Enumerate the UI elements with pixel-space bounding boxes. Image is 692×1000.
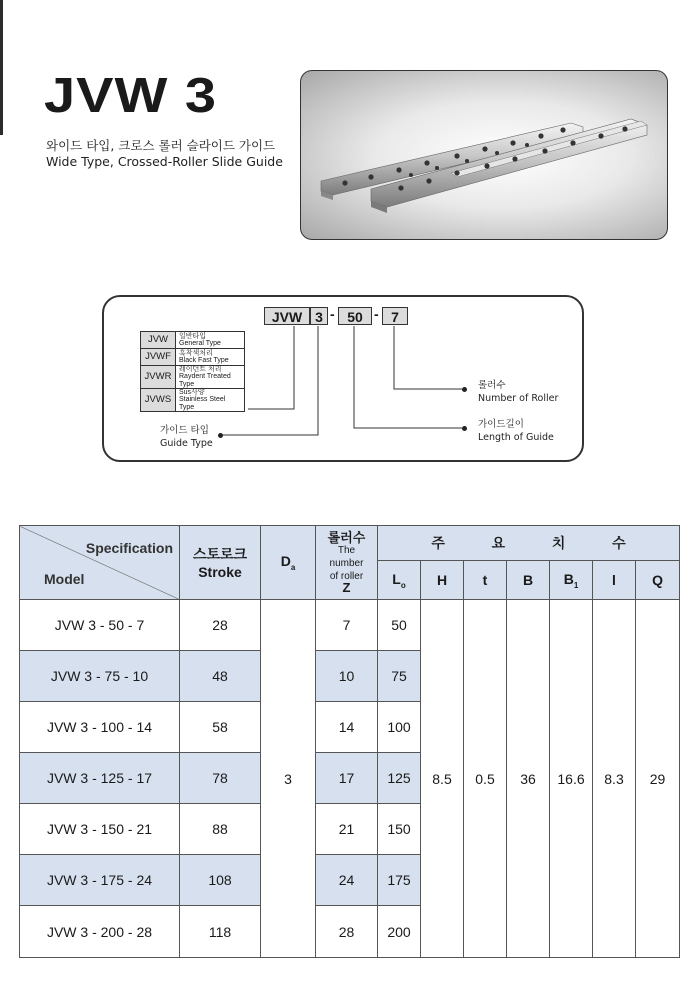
lo-cell: 150 [378,804,421,855]
type-desc-en: General Type [179,340,221,347]
stroke-cell: 88 [180,804,261,855]
model-cell: JVW 3 - 100 - 14 [20,702,180,753]
b-cell: 36 [507,600,550,958]
b1-cell: 16.6 [550,600,593,958]
model-cell: JVW 3 - 200 - 28 [20,906,180,958]
z-letter: Z [342,580,351,595]
z-cell: 28 [316,906,378,958]
z-cell: 7 [316,600,378,651]
l-cell: 8.3 [593,600,636,958]
roller-en2: number [329,558,364,569]
lo-cell: 100 [378,702,421,753]
t-header: t [464,561,507,600]
type-code: JVWF [141,349,176,366]
type-desc-kr: Sus사양 [179,389,205,397]
z-cell: 10 [316,651,378,702]
stroke-cell: 108 [180,855,261,906]
guide-type-label [160,424,213,450]
stroke-cell: 28 [180,600,261,651]
roller-kr: 롤러수 [478,380,506,391]
guide-type-kr: 가이드 타입 [160,425,209,436]
spec-model-header [20,526,180,600]
type-code: JVWS [141,389,176,412]
leader-dot [462,387,467,392]
subtitle-english: Wide Type, Crossed-Roller Slide Guide [46,154,283,169]
length-kr: 가이드길이 [478,419,524,430]
lo-header [378,561,421,600]
stroke-cell: 58 [180,702,261,753]
da-letter: D [280,553,291,570]
spec-header-text: Specification [85,540,173,556]
guide-type-en: Guide Type [160,438,213,449]
leader-length [354,326,462,428]
z-cell: 17 [316,753,378,804]
code-dash: - [374,306,379,322]
stroke-header [180,526,261,600]
code-roller-box: 7 [382,307,408,325]
h-cell: 8.5 [421,600,464,958]
lo-cell: 175 [378,855,421,906]
model-cell: JVW 3 - 125 - 17 [20,753,180,804]
z-cell: 21 [316,804,378,855]
model-cell: JVW 3 - 50 - 7 [20,600,180,651]
b1-header [550,561,593,600]
q-cell: 29 [636,600,680,958]
model-cell: JVW 3 - 75 - 10 [20,651,180,702]
leader-dot [218,433,223,438]
roller-kr-header: 롤러수 [327,530,366,545]
type-code: JVWR [141,366,176,389]
stroke-cell: 118 [180,906,261,958]
length-en: Length of Guide [478,432,554,443]
lo-cell: 75 [378,651,421,702]
leader-type-table [248,326,294,409]
roller-en3: of roller [329,571,364,582]
leader-dot [462,426,467,431]
t-cell: 0.5 [464,600,507,958]
b1-sub: 1 [573,580,579,590]
z-cell: 14 [316,702,378,753]
page-title: JVW 3 [44,66,218,123]
model-cell: JVW 3 - 150 - 21 [20,804,180,855]
subtitle-korean: 와이드 타입, 크로스 롤러 슬라이드 가이드 [46,138,276,153]
type-desc-kr: 레이던트 처리 [179,366,222,373]
code-dash: - [330,306,335,322]
lo-cell: 50 [378,600,421,651]
h-header: H [421,561,464,600]
header-row [20,526,680,561]
b-header: B [507,561,550,600]
main-dim-char: 주 [431,535,445,551]
stroke-en: Stroke [198,563,242,580]
lo-sub: o [400,580,406,590]
l-header: l [593,561,636,600]
type-desc-kr: 흑착색처리 [179,349,213,357]
da-header [261,526,316,600]
leader-guide-type [222,326,318,435]
spec-table [19,525,680,958]
type-desc-kr: 일반타입 [179,332,207,340]
lo-letter: L [392,570,401,587]
da-cell: 3 [261,600,316,958]
model-header-text: Model [44,571,85,587]
lo-cell: 200 [378,906,421,958]
main-dim-char: 치 [551,535,566,551]
type-desc-en: Black Fast Type [179,357,229,364]
type-desc-en: Stainless Steel Type [179,396,226,411]
leader-roller [394,326,462,389]
stroke-cell: 78 [180,753,261,804]
roller-en1: The [337,545,356,556]
length-label [478,418,554,444]
main-dim-char: 요 [491,535,506,551]
type-desc-en: Raydent Treated Type [179,373,231,388]
lo-cell: 125 [378,753,421,804]
code-length-box: 50 [338,307,372,325]
code-size-box: 3 [310,307,328,325]
roller-label [478,379,558,405]
da-sub: a [290,562,296,572]
roller-count-header [316,526,378,600]
stroke-kr: 스토로크 [192,545,248,562]
code-type-box: JVW [264,307,310,325]
main-dimensions-header [378,526,680,561]
b1-letter: B [563,570,574,587]
z-cell: 24 [316,855,378,906]
table-row [20,600,680,651]
model-cell: JVW 3 - 175 - 24 [20,855,180,906]
roller-en: Number of Roller [478,393,559,404]
q-header: Q [636,561,680,600]
type-code: JVW [141,332,176,349]
stroke-cell: 48 [180,651,261,702]
main-dim-char: 수 [612,535,626,551]
